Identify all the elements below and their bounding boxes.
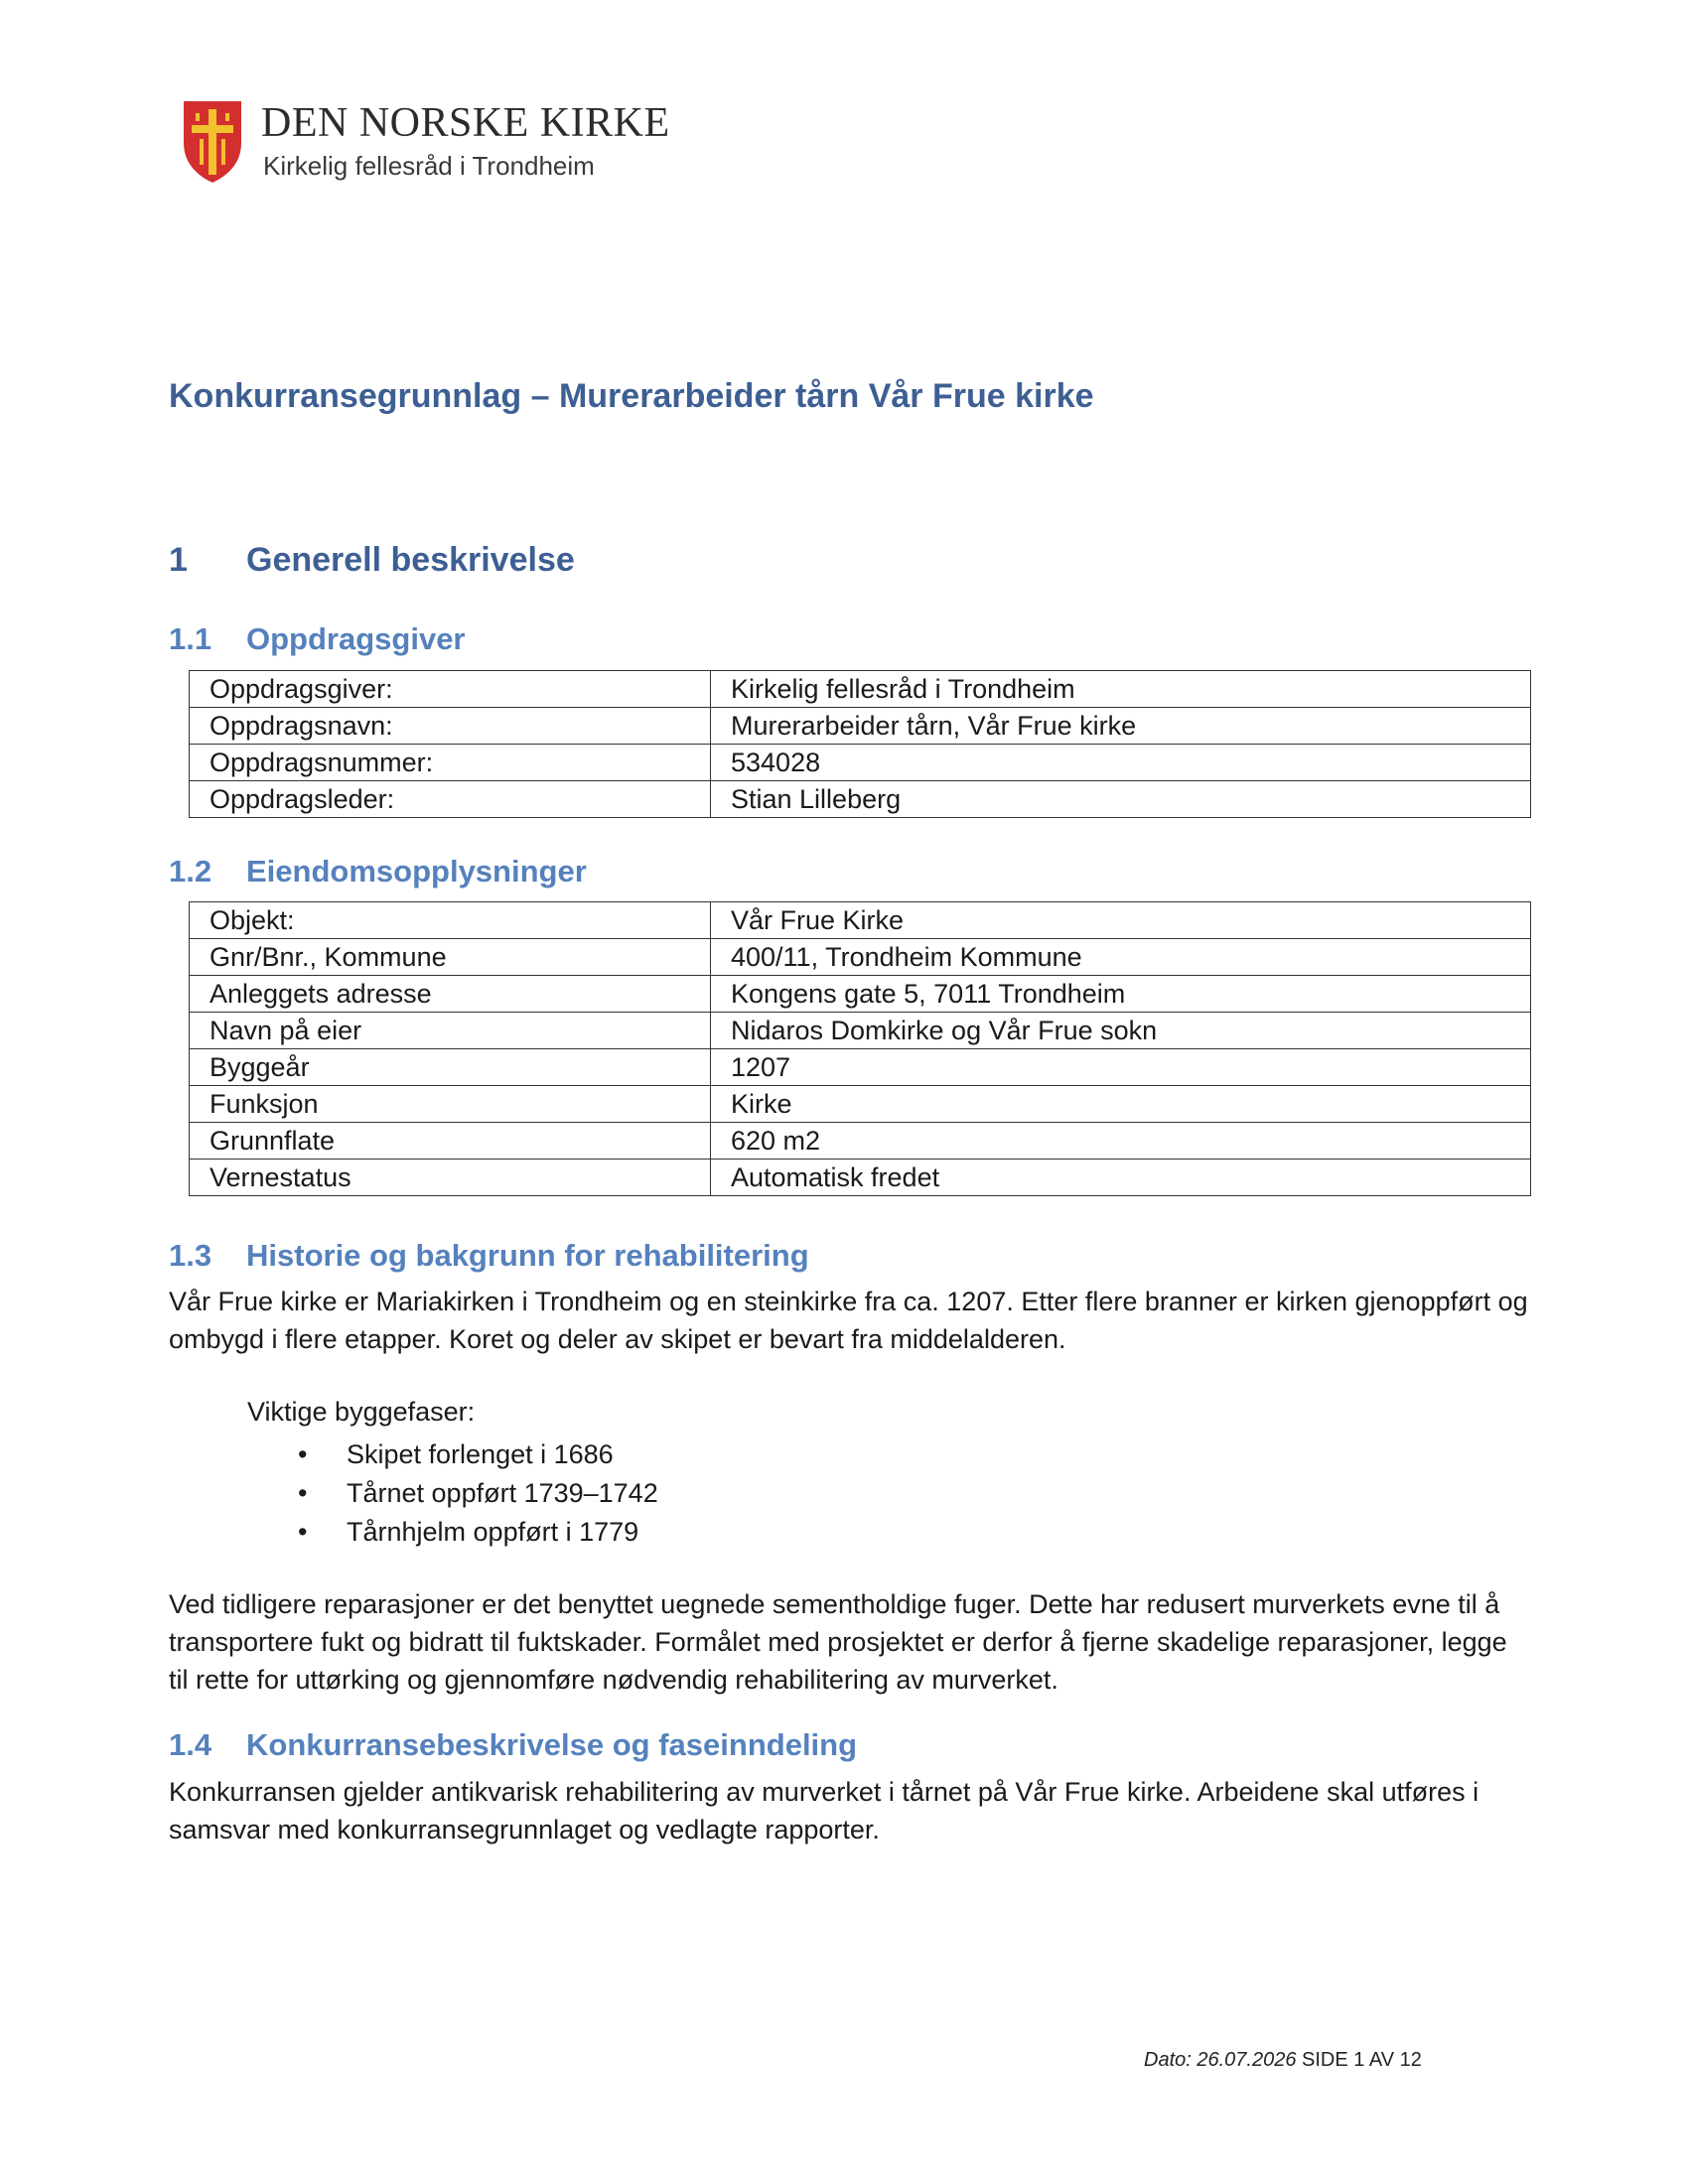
subsection-title: Eiendomsopplysninger: [246, 854, 587, 888]
subsection-heading-1-1: [169, 621, 466, 657]
subsection-number: 1.2: [169, 854, 212, 888]
table-key: Grunnflate: [190, 1123, 711, 1160]
church-shield-icon: [182, 99, 243, 185]
table-value: Kongens gate 5, 7011 Trondheim: [711, 976, 1531, 1013]
org-subtitle: Kirkelig fellesråd i Trondheim: [263, 151, 595, 181]
table-key: Vernestatus: [190, 1160, 711, 1196]
footer-date: Dato: 26.07.2026: [1144, 2049, 1297, 2071]
table-value: 620 m2: [711, 1123, 1531, 1160]
table-key: Oppdragsgiver:: [190, 671, 711, 708]
table-key: Funksjon: [190, 1086, 711, 1123]
table-row: [190, 708, 1531, 745]
table-row: [190, 1013, 1531, 1049]
table-value: 400/11, Trondheim Kommune: [711, 939, 1531, 976]
table-value: Nidaros Domkirke og Vår Frue sokn: [711, 1013, 1531, 1049]
subsection-title: Historie og bakgrunn for rehabilitering: [246, 1238, 809, 1273]
table-value: 534028: [711, 745, 1531, 781]
table-row: [190, 1049, 1531, 1086]
subsection-title: Oppdragsgiver: [246, 621, 466, 656]
phases-label: Viktige byggefaser:: [247, 1397, 476, 1427]
table-row: [190, 671, 1531, 708]
list-item-text: Tårnhjelm oppført i 1779: [347, 1517, 639, 1547]
table-key: Navn på eier: [190, 1013, 711, 1049]
table-row: [190, 1086, 1531, 1123]
subsection-number: 1.4: [169, 1727, 212, 1762]
table-row: [190, 745, 1531, 781]
table-key: Anleggets adresse: [190, 976, 711, 1013]
table-value: Kirke: [711, 1086, 1531, 1123]
subsection-number: 1.3: [169, 1238, 212, 1273]
logo: [182, 99, 670, 185]
section-title: Generell beskrivelse: [246, 541, 575, 579]
table-value: Stian Lilleberg: [711, 781, 1531, 818]
table-key: Oppdragsnummer:: [190, 745, 711, 781]
org-name: DEN NORSKE KIRKE: [261, 100, 670, 146]
table-key: Gnr/Bnr., Kommune: [190, 939, 711, 976]
background-paragraph: Ved tidligere reparasjoner er det benyttet uegnede sementholdige fuger. Dette har redusert murverkets evne til å transportere fukt og bidratt til fuktskader. Formålet med prosjektet er derfor å fjerne skadelige reparasjoner, legge til rette for uttørking og gjennomføre nødvendig rehabilitering av murverket.: [169, 1589, 1507, 1695]
section-heading-1: [169, 541, 575, 580]
competition-paragraph: Konkurransen gjelder antikvarisk rehabilitering av murverket i tårnet på Vår Frue kirke. Arbeidene skal utføres i samsvar med konkurransegrunnlaget og vedlagte rapporter.: [169, 1777, 1479, 1844]
subsection-number: 1.1: [169, 621, 212, 656]
subsection-heading-1-3: [169, 1238, 809, 1274]
list-item: [247, 1435, 658, 1474]
table-key: Objekt:: [190, 902, 711, 939]
document-title: Konkurransegrunnlag – Murerarbeider tårn Vår Frue kirke: [169, 377, 1094, 415]
table-row: [190, 976, 1531, 1013]
client-table: [189, 670, 1531, 818]
phases-list: [247, 1435, 658, 1552]
list-item-text: Tårnet oppført 1739–1742: [347, 1478, 658, 1508]
history-paragraph: Vår Frue kirke er Mariakirken i Trondheim og en steinkirke fra ca. 1207. Etter flere branner er kirken gjenoppført og ombygd i flere etapper. Koret og deler av skipet er bevart fra middelalderen.: [169, 1287, 1528, 1354]
list-item: [247, 1474, 658, 1513]
section-number: 1: [169, 541, 188, 579]
table-value: Kirkelig fellesråd i Trondheim: [711, 671, 1531, 708]
table-row: [190, 939, 1531, 976]
bullet-icon: •: [298, 1439, 308, 1469]
table-value: Vår Frue Kirke: [711, 902, 1531, 939]
table-key: Oppdragsleder:: [190, 781, 711, 818]
page-footer: [1144, 2049, 1422, 2072]
subsection-heading-1-2: [169, 854, 587, 889]
list-item-text: Skipet forlenget i 1686: [347, 1439, 614, 1469]
table-row: [190, 781, 1531, 818]
footer-page-number: SIDE 1 AV 12: [1302, 2049, 1422, 2071]
table-value: 1207: [711, 1049, 1531, 1086]
property-table: [189, 901, 1531, 1196]
subsection-heading-1-4: [169, 1727, 857, 1763]
list-item: [247, 1513, 658, 1552]
table-row: [190, 1123, 1531, 1160]
table-value: Murerarbeider tårn, Vår Frue kirke: [711, 708, 1531, 745]
table-key: Oppdragsnavn:: [190, 708, 711, 745]
subsection-title: Konkurransebeskrivelse og faseinndeling: [246, 1727, 858, 1762]
bullet-icon: •: [298, 1517, 308, 1547]
table-key: Byggeår: [190, 1049, 711, 1086]
table-row: [190, 1160, 1531, 1196]
table-value: Automatisk fredet: [711, 1160, 1531, 1196]
bullet-icon: •: [298, 1478, 308, 1508]
table-row: [190, 902, 1531, 939]
